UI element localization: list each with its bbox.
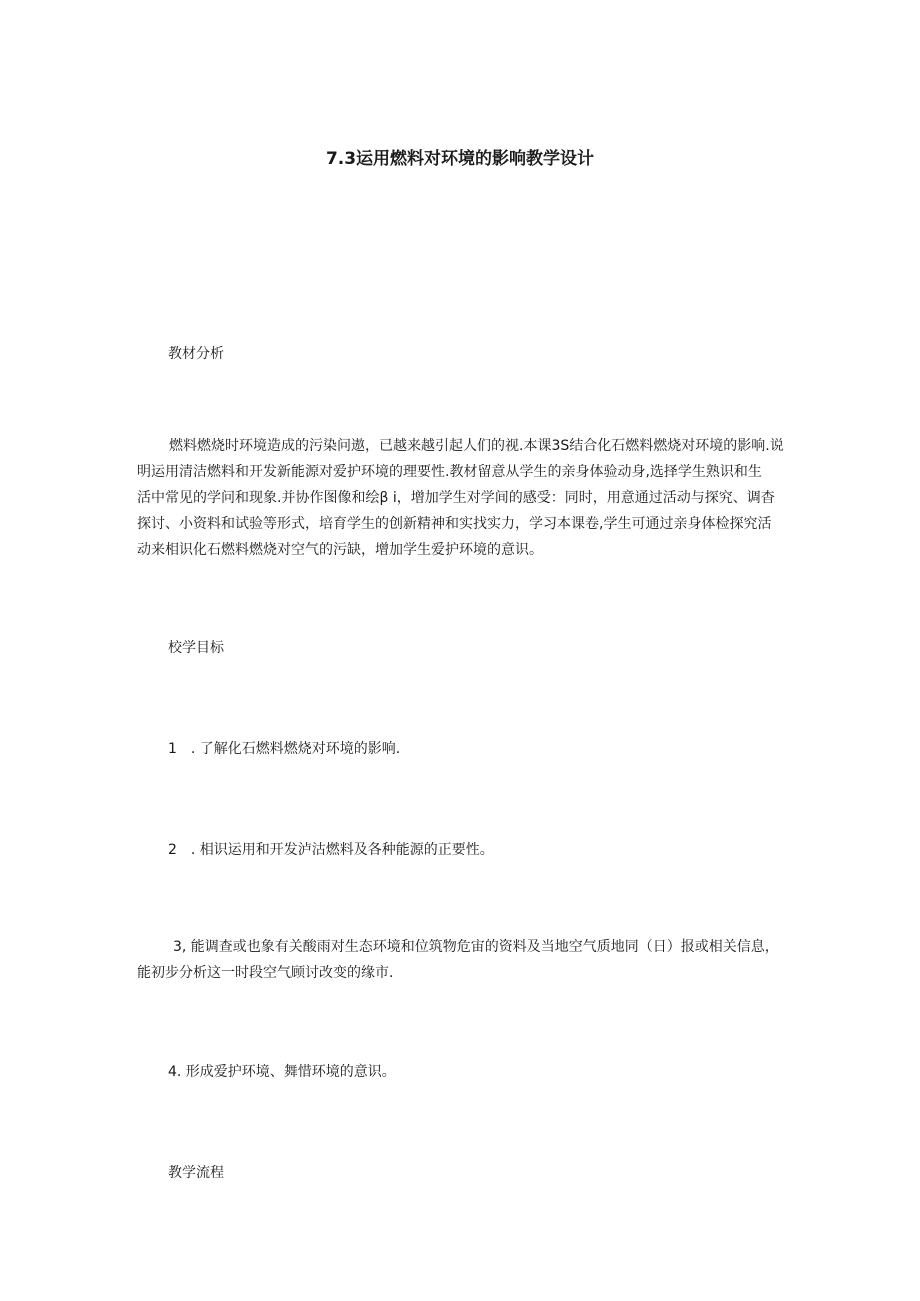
objective-item-4: 4. 形成爱护环境、舞惜环境的意识。 [168, 1064, 396, 1080]
objective-item-3 [137, 934, 805, 986]
paragraph-line: 活中常见的学问和现象.并协作图像和绘β i，增加学生对学间的感受：同时，用意通过活动与探究、调杳 [137, 490, 775, 506]
section-heading-objectives: 校学目标 [168, 640, 224, 656]
paragraph-line: 燃料燃烧时环境造成的污染问遨，已越来越引起人们的视.本课3S结合化石燃料燃烧对环境的影响.说 [169, 438, 784, 454]
objective-item-2: 2 . 相识运用和开发泸沽燃料及各种能源的正要性。 [168, 842, 494, 858]
section-heading-material-analysis: 教材分析 [168, 346, 224, 362]
objective-item-3-line: 能初步分析这一时段空气顾讨改变的缘市. [137, 965, 394, 981]
paragraph-line: 探讨、小资料和试验等形式，培育学生的创新精神和实找实力，学习本课卷,学生可通过亲身体检探究活 [137, 516, 772, 532]
objective-item-3-line: 3, 能调查或也象有关酸雨对生态环境和位筑物危宙的资料及当地空气质地同（日）报或相关信息， [173, 939, 779, 955]
material-analysis-paragraph [137, 433, 805, 563]
section-heading-process: 教学流程 [168, 1165, 224, 1181]
objective-item-1: 1 . 了解化石燃料燃烧对环境的影响. [168, 741, 401, 757]
document-title: 7.3运用燃料对环境的影响教学设计 [325, 149, 595, 169]
paragraph-line: 动来相识化石燃料燃烧对空气的污缺，增加学生爱护环境的意识。 [137, 542, 543, 558]
paragraph-line: 明运用清洁燃料和开发新能源对爱护环境的理要性.教材留意从学生的亲身体验动身,选择学生熟识和生 [137, 464, 762, 480]
